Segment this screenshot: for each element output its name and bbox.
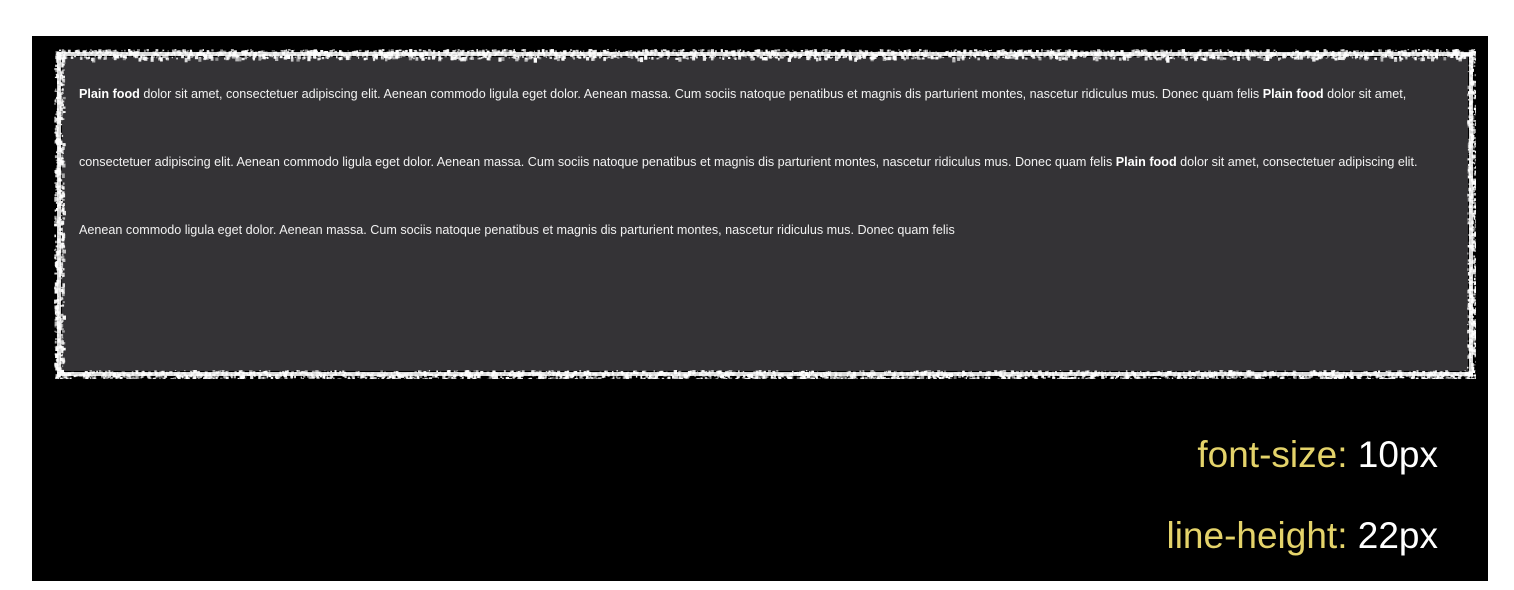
sample-paragraph — [79, 60, 1459, 264]
font-size-value: 10px — [1357, 434, 1438, 475]
font-size-label: font-size: — [1197, 434, 1348, 475]
line-height-value: 22px — [1357, 515, 1438, 556]
slide-stage — [32, 36, 1488, 581]
body-text: dolor sit amet, consectetuer adipiscing elit. Aenean commodo ligula eget dolor. Aenean massa. Cum sociis natoque penatibus et magnis dis parturient montes, nascetur ridiculus mus. Donec quam felis — [79, 87, 1407, 169]
bold-phrase: Plain food — [79, 87, 140, 101]
font-size-spec — [1197, 433, 1438, 477]
sample-text-frame — [54, 49, 1476, 379]
line-height-label: line-height: — [1166, 515, 1348, 556]
bold-phrase: Plain food — [1262, 87, 1324, 101]
body-text: dolor sit amet, consectetuer adipiscing elit. Aenean commodo ligula eget dolor. Aenean massa. Cum sociis natoque penatibus et magnis dis parturient montes, nascetur ridiculus mus. Donec quam felis — [139, 87, 1263, 101]
bold-phrase: Plain food — [1115, 155, 1177, 169]
body-text: dolor sit amet, consectetuer adipiscing elit. Aenean commodo ligula eget dolor. Aenean massa. Cum sociis natoque penatibus et magnis dis parturient montes, nascetur ridiculus mus. Donec quam felis — [79, 155, 1418, 237]
line-height-spec — [1166, 514, 1438, 558]
sample-text-panel — [62, 57, 1468, 371]
